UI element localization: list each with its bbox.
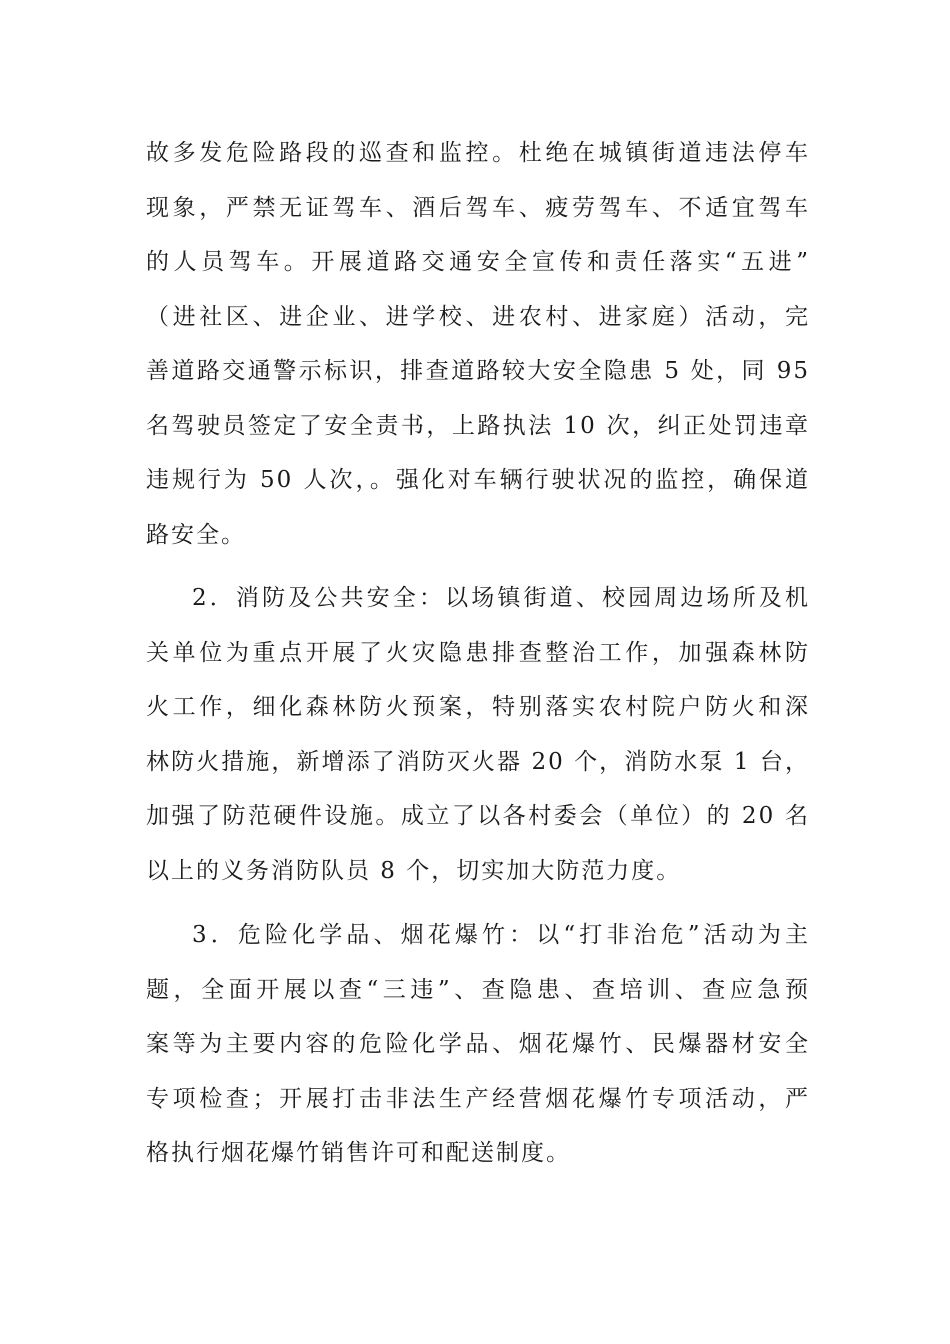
paragraph-line: 加强了防范硬件设施。成立了以各村委会（单位）的 20 名 [146,803,810,829]
paragraph-road-safety [146,126,810,562]
paragraph-line: 善道路交通警示标识，排查道路较大安全隐患 5 处，同 95 [146,358,810,384]
paragraph-line: 现象，严禁无证驾车、酒后驾车、疲劳驾车、不适宜驾车 [146,194,810,221]
paragraph-line: 3．危险化学品、烟花爆竹：以“打非治危”活动为主 [192,922,810,948]
paragraph-line: 违规行为 50 人次，。强化对车辆行驶状况的监控，确保道 [146,467,810,493]
paragraph-line: 的人员驾车。开展道路交通安全宣传和责任落实“五进” [146,249,810,275]
paragraph-line: 格执行烟花爆竹销售许可和配送制度。 [146,1140,571,1166]
paragraph-line: 火工作，细化森林防火预案，特别落实农村院户防火和深 [146,694,810,720]
paragraph-line: 林防火措施，新增添了消防灭火器 20 个，消防水泵 1 台， [146,748,810,775]
paragraph-line: 案等为主要内容的危险化学品、烟花爆竹、民爆器材安全 [146,1031,810,1057]
paragraph-line: 以上的义务消防队员 8 个，切实加大防范力度。 [146,857,682,884]
paragraph-line: 关单位为重点开展了火灾隐患排查整治工作，加强森林防 [146,639,810,666]
paragraph-line: 故多发危险路段的巡查和监控。杜绝在城镇街道违法停车 [146,140,810,166]
paragraph-line: 题，全面开展以查“三违”、查隐患、查培训、查应急预 [146,976,810,1003]
paragraph-line: 专项检查；开展打击非法生产经营烟花爆竹专项活动，严 [146,1085,810,1112]
paragraph-line: 2．消防及公共安全：以场镇街道、校园周边场所及机 [192,585,810,611]
paragraph-line: 路安全。 [146,521,246,548]
paragraph-fire-safety [146,571,810,898]
paragraph-line: （进社区、进企业、进学校、进农村、进家庭）活动，完 [146,303,810,330]
paragraph-line: 名驾驶员签定了安全责书，上路执法 10 次，纠正处罚违章 [146,412,810,439]
paragraph-hazardous-chemicals [146,908,810,1181]
